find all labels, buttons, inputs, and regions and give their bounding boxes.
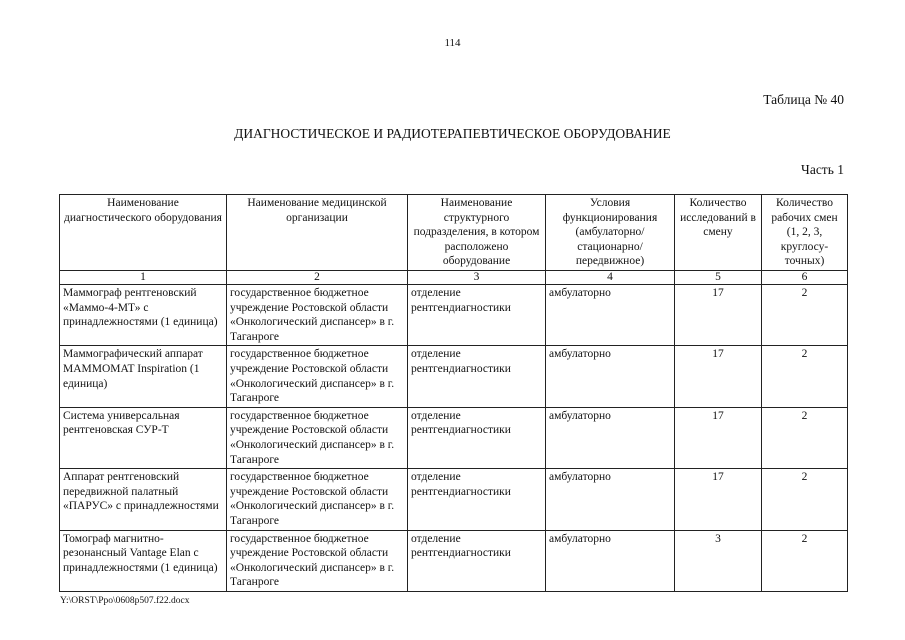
file-path-footer: Y:\ORST\Ppo\0608p507.f22.docx [60, 596, 190, 606]
cell-organization: государственное бюджетное учреждение Ростовской области «Онкологический диспансер» в г. Таганроге [227, 530, 408, 591]
cell-department: отделение рентгендиагностики [408, 346, 546, 407]
cell-equipment: Система универсальная рентгеновская СУР-Т [60, 407, 227, 468]
header-conditions: Условия функционирования (амбулаторно/ стационарно/ передвижное) [546, 195, 675, 271]
column-number: 3 [408, 271, 546, 285]
header-equipment: Наименование диагностического оборудования [60, 195, 227, 271]
cell-department: отделение рентгендиагностики [408, 285, 546, 346]
column-number: 1 [60, 271, 227, 285]
cell-shifts: 2 [762, 469, 848, 530]
cell-department: отделение рентгендиагностики [408, 469, 546, 530]
column-number: 4 [546, 271, 675, 285]
header-organization: Наименование медицинской организации [227, 195, 408, 271]
cell-shifts: 2 [762, 407, 848, 468]
part-label: Часть 1 [801, 162, 844, 177]
cell-studies-per-shift: 17 [675, 469, 762, 530]
column-number: 6 [762, 271, 848, 285]
header-department: Наименование структурного подразделения, в котором расположено оборудование [408, 195, 546, 271]
cell-shifts: 2 [762, 530, 848, 591]
document-title: ДИАГНОСТИЧЕСКОЕ И РАДИОТЕРАПЕВТИЧЕСКОЕ ОБОРУДОВАНИЕ [234, 126, 671, 141]
header-studies-per-shift: Количество исследований в смену [675, 195, 762, 271]
cell-equipment: Маммограф рентгеновский «Маммо-4-МТ» с принадлежностями (1 единица) [60, 285, 227, 346]
cell-studies-per-shift: 3 [675, 530, 762, 591]
cell-studies-per-shift: 17 [675, 285, 762, 346]
cell-conditions: амбулаторно [546, 530, 675, 591]
cell-shifts: 2 [762, 346, 848, 407]
equipment-table [59, 194, 848, 592]
cell-conditions: амбулаторно [546, 469, 675, 530]
cell-organization: государственное бюджетное учреждение Ростовской области «Онкологический диспансер» в г. Таганроге [227, 469, 408, 530]
cell-studies-per-shift: 17 [675, 407, 762, 468]
cell-organization: государственное бюджетное учреждение Ростовской области «Онкологический диспансер» в г. Таганроге [227, 285, 408, 346]
column-number-row [60, 271, 848, 285]
cell-conditions: амбулаторно [546, 346, 675, 407]
cell-studies-per-shift: 17 [675, 346, 762, 407]
column-number: 5 [675, 271, 762, 285]
cell-conditions: амбулаторно [546, 407, 675, 468]
cell-organization: государственное бюджетное учреждение Ростовской области «Онкологический диспансер» в г. Таганроге [227, 407, 408, 468]
cell-department: отделение рентгендиагностики [408, 407, 546, 468]
cell-conditions: амбулаторно [546, 285, 675, 346]
column-number: 2 [227, 271, 408, 285]
cell-equipment: Аппарат рентгеновский передвижной палатный «ПАРУС» с принадлежностями [60, 469, 227, 530]
table-header-row [60, 195, 848, 271]
header-shifts: Количество рабочих смен (1, 2, 3, круглосу-точных) [762, 195, 848, 271]
cell-shifts: 2 [762, 285, 848, 346]
cell-equipment: Томограф магнитно-резонансный Vantage Elan с принадлежностями (1 единица) [60, 530, 227, 591]
cell-organization: государственное бюджетное учреждение Ростовской области «Онкологический диспансер» в г. Таганроге [227, 346, 408, 407]
table-label: Таблица № 40 [763, 92, 844, 107]
table-row [60, 407, 848, 468]
cell-equipment: Маммографический аппарат MAMMOMAT Inspiration (1 единица) [60, 346, 227, 407]
page-number: 114 [444, 37, 461, 49]
cell-department: отделение рентгендиагностики [408, 530, 546, 591]
table-row [60, 530, 848, 591]
table-row [60, 346, 848, 407]
table-row [60, 469, 848, 530]
table-row [60, 285, 848, 346]
